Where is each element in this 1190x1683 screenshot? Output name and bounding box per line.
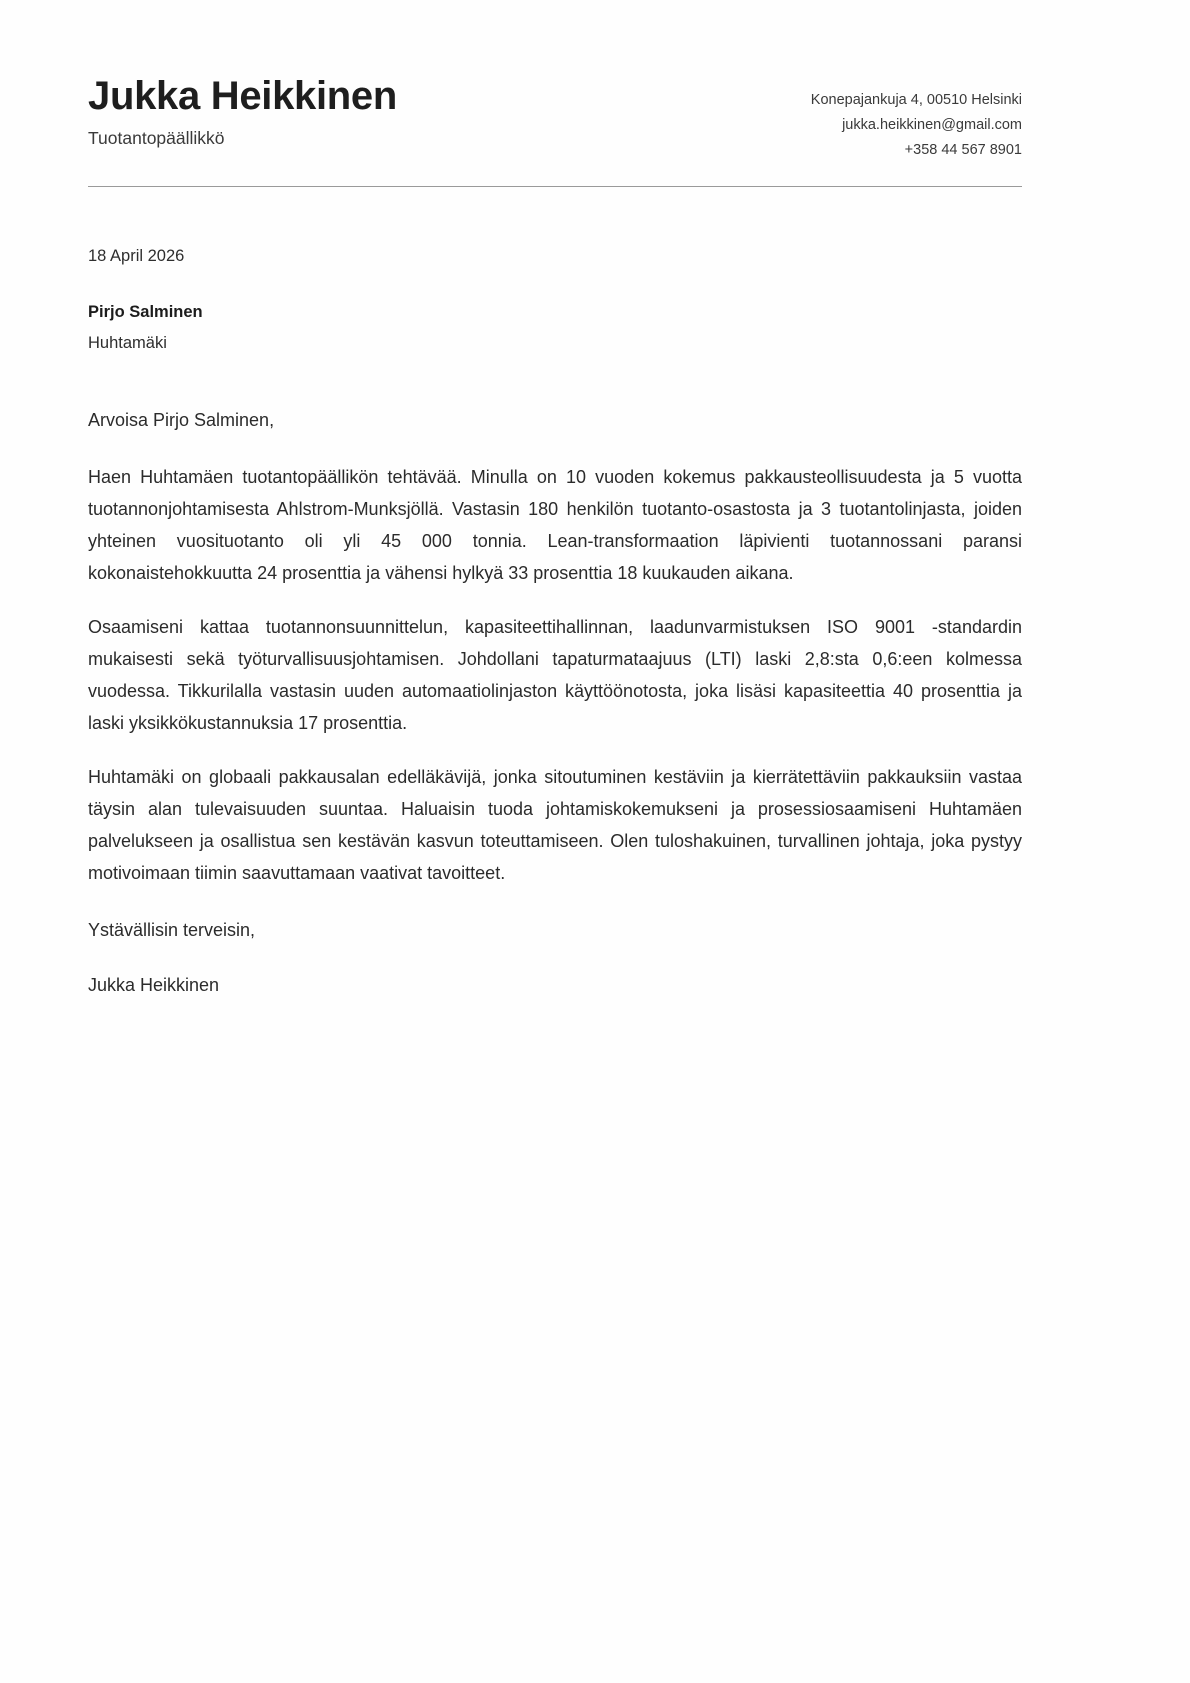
contact-phone: +358 44 567 8901	[904, 141, 1022, 158]
header-divider	[88, 186, 1022, 187]
job-title: Tuotantopäällikkö	[88, 127, 225, 148]
closing-line: Ystävällisin terveisin,	[88, 920, 256, 941]
contact-address: Konepajankuja 4, 00510 Helsinki	[810, 92, 1022, 108]
salutation: Arvoisa Pirjo Salminen,	[88, 410, 275, 431]
contact-email[interactable]: jukka.heikkinen@gmail.com	[842, 116, 1022, 133]
letter-header	[88, 0, 1022, 163]
letter-date: 18 April 2026	[88, 246, 185, 265]
page-title: Jukka Heikkinen	[88, 74, 397, 118]
body-paragraph: Osaamiseni kattaa tuotannonsuunnittelun, kapasiteettihallinnan, laadunvarmistuksen ISO 9001 -standardin mukaisesti sekä työturvallisuusjohtamisen. Johdollani tapaturmataajuus (LTI) laski 2,8:sta 0,6:een kolmessa vuodessa. Tikkurilalla vastasin uuden automaatiolinjaston käyttöönotosta, joka lisäsi kapasiteettia 40 prosenttia ja laski yksikkökustannuksia 17 prosenttia.	[88, 617, 1022, 734]
body-paragraph: Huhtamäki on globaali pakkausalan edelläkävijä, jonka sitoutuminen kestäviin ja kierrätettäviin pakkauksiin vastaa täysin alan tulevaisuuden suuntaa. Haluaisin tuoda johtamiskokemukseni ja prosessiosaamiseni Huhtamäen palvelukseen ja osallistua sen kestävän kasvun toteuttamiseen. Olen tuloshakuinen, turvallinen johtaja, joka pystyy motivoimaan tiimin saavuttamaan vaativat tavoitteet.	[88, 767, 1022, 884]
letter-body	[88, 407, 1022, 1000]
letter-content-area	[88, 0, 1022, 1000]
recipient-company: Huhtamäki	[88, 334, 167, 352]
body-paragraph: Haen Huhtamäen tuotantopäällikön tehtävää. Minulla on 10 vuoden kokemus pakkausteollisuudesta ja 5 vuotta tuotannonjohtamisesta Ahlstrom-Munksjöllä. Vastasin 180 henkilön tuotanto-osastosta ja 3 tuotantolinjasta, joiden yhteinen vuosituotanto oli yli 45 000 tonnia. Lean-transformaation läpivienti tuotannossani paransi kokonaistehokkuutta 24 prosenttia ja vähensi hylkyä 33 prosenttia 18 kuukauden aikana.	[88, 466, 1022, 584]
identity-block	[88, 72, 397, 149]
letter-meta	[88, 245, 1022, 355]
signature-name: Jukka Heikkinen	[88, 975, 220, 996]
contact-block	[811, 72, 1022, 163]
recipient-name: Pirjo Salminen	[88, 302, 203, 321]
